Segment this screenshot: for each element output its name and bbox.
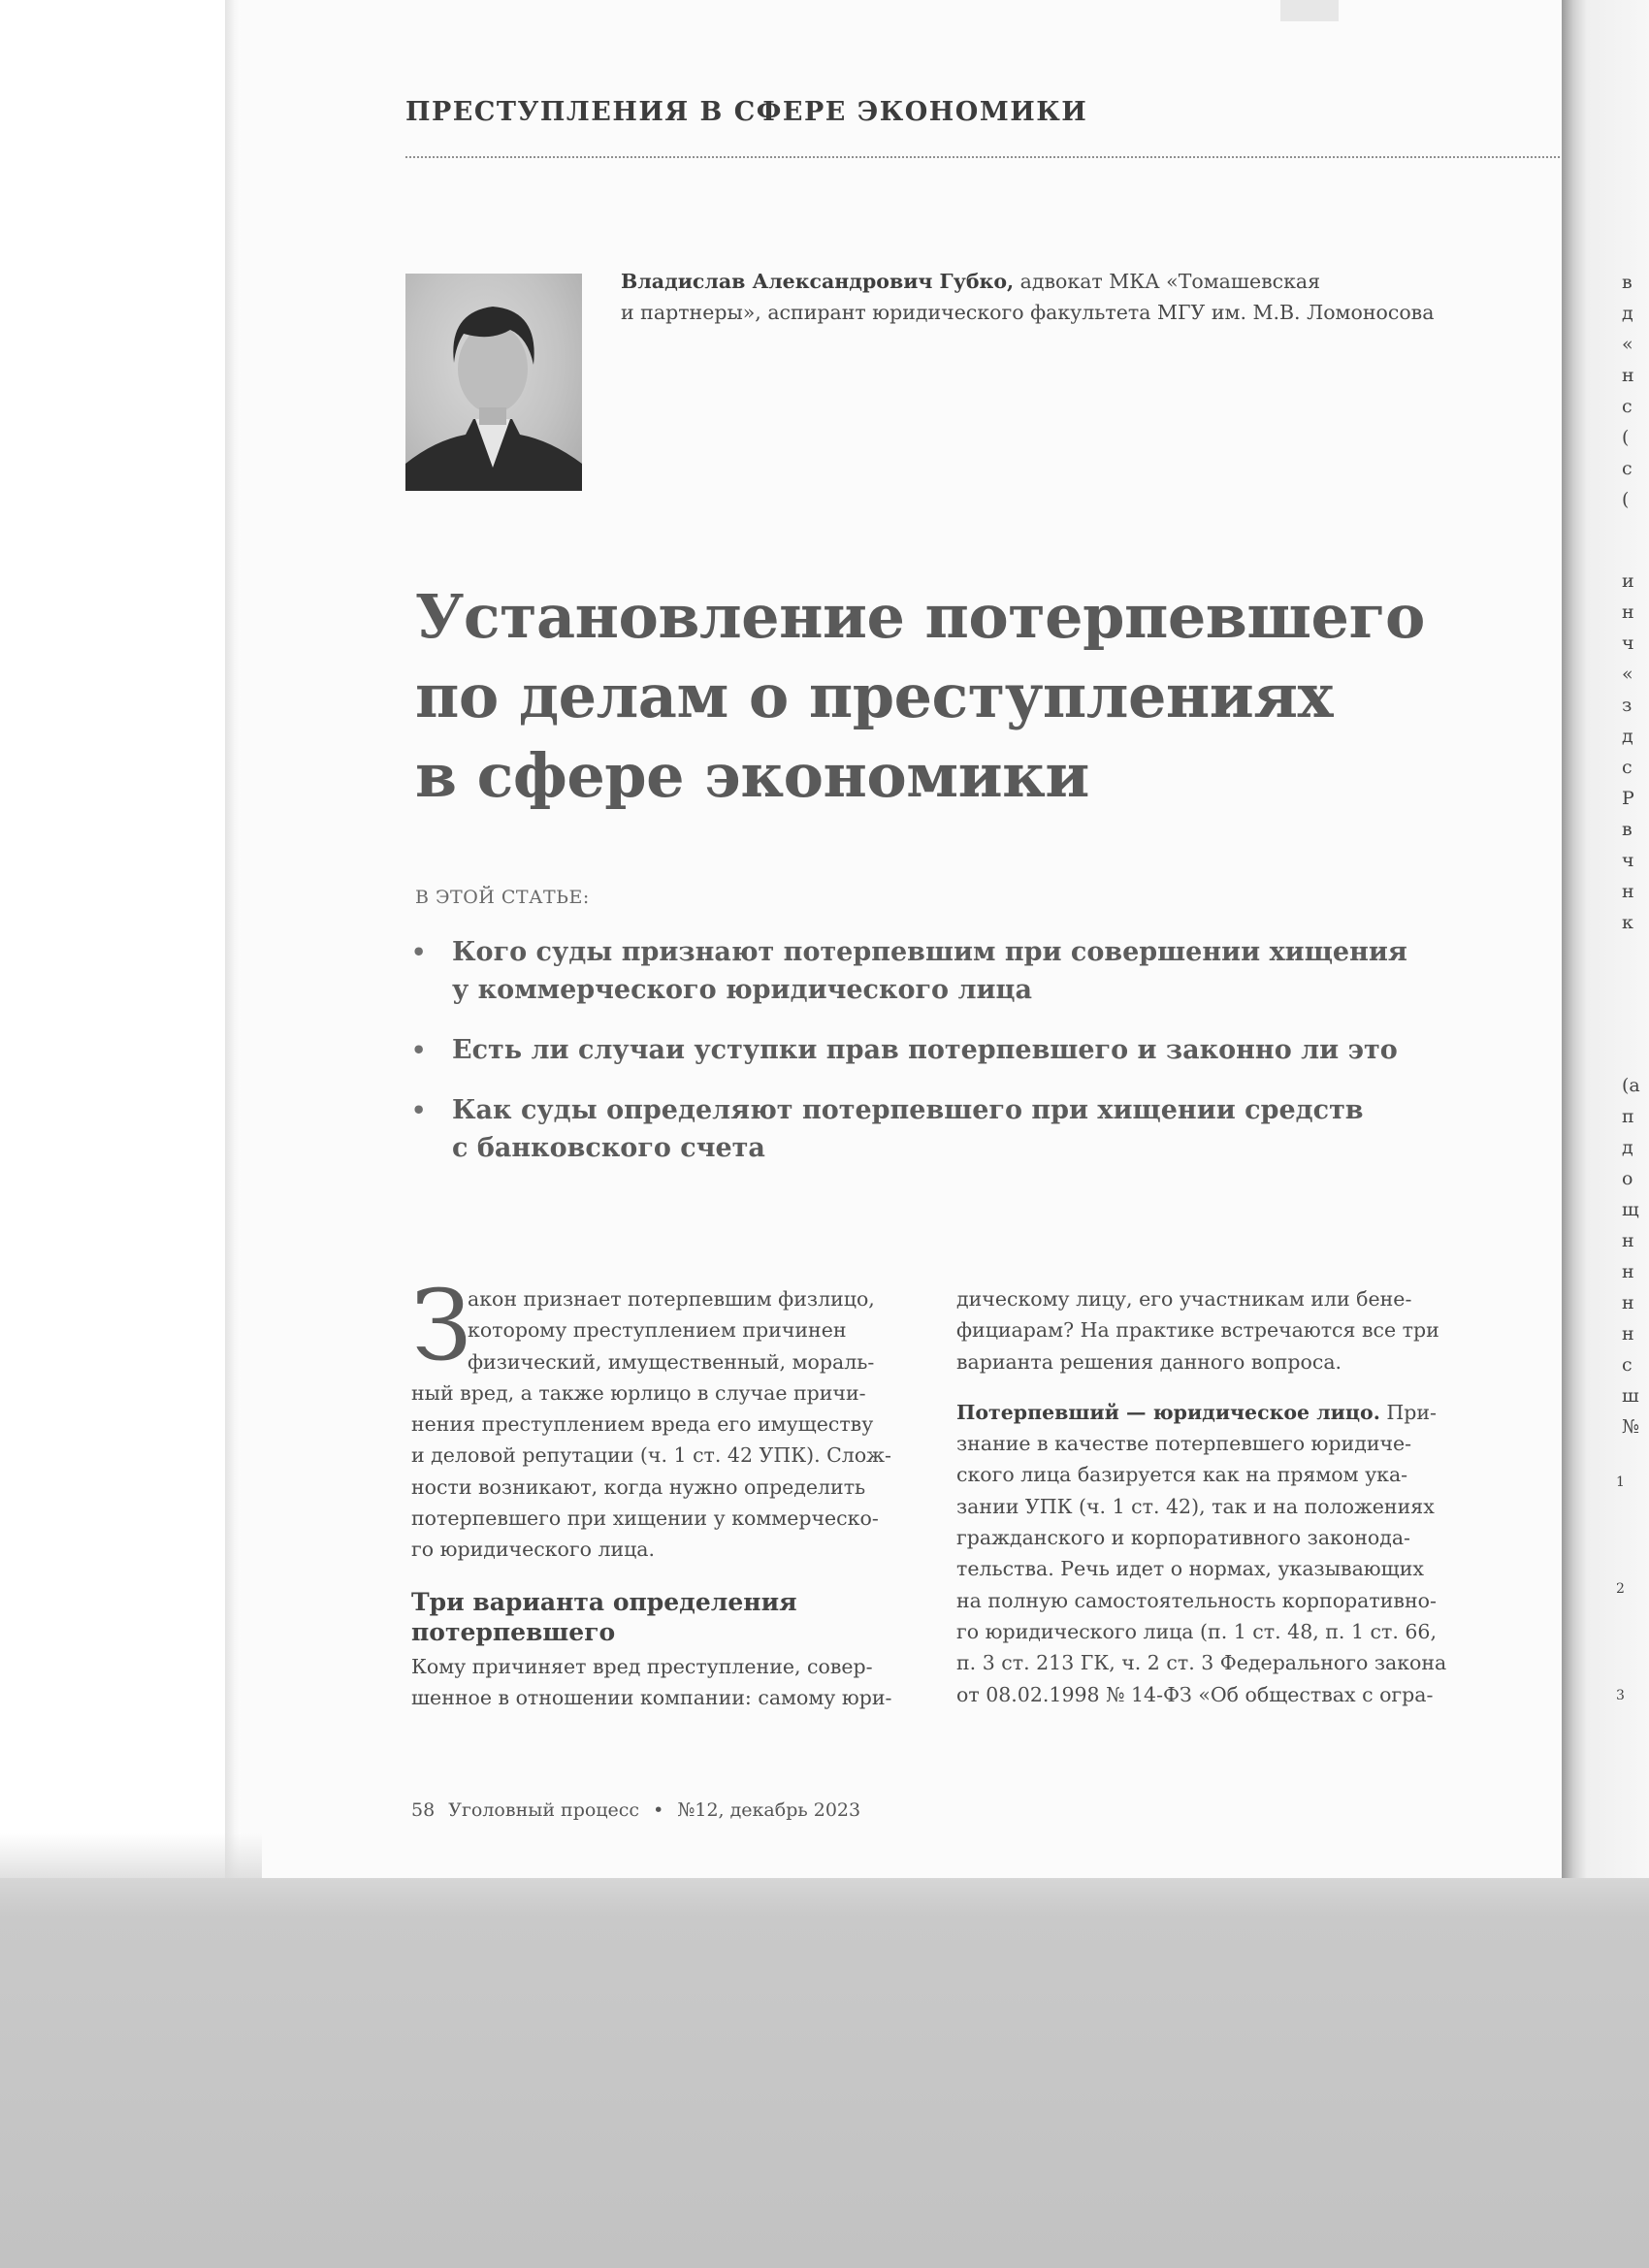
body-column-right [956,1283,1475,1710]
adjacent-page-letter: в [1622,819,1633,840]
body-line: ности возникают, когда нужно определить [411,1474,866,1499]
key-point-line: Как суды определяют потерпевшего при хищении средств [452,1095,1364,1125]
body-line: знание в качестве потерпевшего юридиче- [956,1432,1412,1456]
adjacent-page-letter: № [1622,1416,1639,1438]
adjacent-page-letter: Р [1622,788,1634,809]
dotted-rule [405,156,1560,158]
subheading-line: потерпевшего [411,1617,616,1646]
adjacent-page-letter: н [1622,1230,1634,1251]
adjacent-page-edge [1562,0,1649,1878]
article-title [415,577,1540,816]
body-line: го юридического лица. [411,1538,656,1562]
body-line: варианта решения данного вопроса. [956,1349,1342,1374]
bullet-icon: • [411,1036,427,1064]
page-number: 58 [411,1799,436,1821]
subheading-line: Три варианта определения [411,1587,797,1616]
article-title-line: по делам о преступлениях [415,661,1334,731]
portrait-silhouette-icon [405,274,582,491]
body-line: фициарам? На практике встречаются все три [956,1318,1439,1343]
adjacent-page-letter: с [1622,396,1633,417]
journal-name: Уголовный процесс [448,1799,640,1821]
section-title: ПРЕСТУПЛЕНИЯ В СФЕРЕ ЭКОНОМИКИ [405,97,1088,127]
adjacent-page-letter: о [1622,1168,1633,1189]
issue-info: №12, декабрь 2023 [677,1799,861,1821]
body-line: акон признает потерпевшим физлицо, [468,1287,875,1311]
key-points-list [407,933,1474,1167]
author-bio [621,266,1494,328]
body-column-left [411,1269,925,1713]
adjacent-page-letter: н [1622,1292,1634,1313]
article-title-line: в сфере экономики [415,740,1089,811]
adjacent-page-letter: н [1622,1323,1634,1345]
author-bio-line2: и партнеры», аспирант юридического факультета МГУ им. М.В. Ломоносова [621,301,1435,324]
lead-paragraph [411,1269,925,1566]
subheading [411,1587,925,1647]
key-point-line: Кого суды признают потерпевшим при совершении хищения [452,937,1407,967]
adjacent-page-letter: 1 [1616,1474,1625,1490]
run-in-rest: При- [1379,1400,1437,1424]
body-line: на полную самостоятельность корпоративно- [956,1588,1437,1612]
adjacent-page-letter: в [1622,272,1633,293]
adjacent-page-letter: д [1622,1137,1633,1158]
key-point-line: у коммерческого юридического лица [452,975,1032,1005]
adjacent-page-letter: щ [1622,1199,1639,1220]
body-line: п. 3 ст. 213 ГК, ч. 2 ст. 3 Федерального закона [956,1651,1447,1675]
dropcap: З [411,1269,472,1382]
key-point-line: Есть ли случаи уступки прав потерпевшего и законно ли это [452,1035,1398,1065]
adjacent-page-letter: с [1622,1354,1633,1376]
adjacent-page-letter: н [1622,1261,1634,1282]
adjacent-page-letter: н [1622,881,1634,902]
adjacent-page-letter: ( [1622,489,1630,510]
body-line: физический, имущественный, мораль- [468,1349,875,1374]
body-line: дическому лицу, его участникам или бене- [956,1287,1412,1311]
body-line: тельства. Речь идет о нормах, указывающих [956,1557,1424,1581]
adjacent-page-letter: к [1622,912,1633,933]
adjacent-page-letter: д [1622,726,1633,747]
author-portrait [405,274,582,491]
body-line: которому преступлением причинен [468,1318,847,1343]
body-line: Кому причиняет вред преступление, совер- [411,1654,873,1678]
body-line: го юридического лица (п. 1 ст. 48, п. 1 ст. 66, [956,1619,1437,1643]
adjacent-page-letter: « [1622,664,1633,685]
adjacent-page-letter: 2 [1616,1581,1625,1597]
adjacent-page-letter: и [1622,570,1634,592]
page-footer [411,1799,868,1821]
adjacent-page-letter: ч [1622,850,1634,871]
body-line: ный вред, а также юрлицо в случае причи- [411,1380,866,1405]
page-tab-mark [1280,0,1339,21]
bullet-icon: • [411,1096,427,1124]
adjacent-page-letter: 3 [1616,1688,1625,1703]
adjacent-page-letter: д [1622,303,1633,324]
paragraph-gap [956,1377,1475,1397]
body-line: от 08.02.1998 № 14-ФЗ «Об обществах с огра- [956,1682,1434,1706]
adjacent-page-letter: п [1622,1106,1634,1127]
adjacent-page-letter: н [1622,601,1634,623]
adjacent-page-letter: ч [1622,632,1634,654]
in-article-label: В ЭТОЙ СТАТЬЕ: [415,887,590,908]
adjacent-page-letter: ( [1622,427,1630,448]
key-point [407,1091,1474,1167]
adjacent-page-letter: ш [1622,1385,1639,1407]
article-title-line: Установление потерпевшего [415,581,1425,652]
footer-separator: • [653,1799,664,1821]
bullet-icon: • [411,938,427,966]
adjacent-page-letter: с [1622,757,1633,778]
adjacent-page-letter: з [1622,695,1633,716]
body-line: гражданского и корпоративного законода- [956,1526,1410,1550]
body-line: ского лица базируется как на прямом ука- [956,1463,1408,1487]
adjacent-page-letter: « [1622,334,1633,355]
adjacent-page-letter: н [1622,365,1634,386]
key-point [407,1031,1474,1069]
author-name: Владислав Александрович Губко, [621,270,1015,293]
key-point [407,933,1474,1009]
body-line: потерпевшего при хищении у коммерческо- [411,1507,879,1531]
adjacent-page-letter: с [1622,458,1633,479]
author-bio-line1: адвокат МКА «Томашевская [1014,270,1321,293]
body-line: шенное в отношении компании: самому юри- [411,1685,892,1709]
body-line: нения преступлением вреда его имуществу [411,1412,874,1437]
adjacent-page-letter: (а [1622,1075,1640,1096]
body-line: зании УПК (ч. 1 ст. 42), так и на положениях [956,1494,1435,1518]
body-line: и деловой репутации (ч. 1 ст. 42 УПК). Слож- [411,1443,891,1468]
body-line [956,1397,1475,1428]
run-in-heading: Потерпевший — юридическое лицо. [956,1400,1380,1424]
key-point-line: с банковского счета [452,1133,765,1163]
scanner-bed [0,1878,1649,2268]
